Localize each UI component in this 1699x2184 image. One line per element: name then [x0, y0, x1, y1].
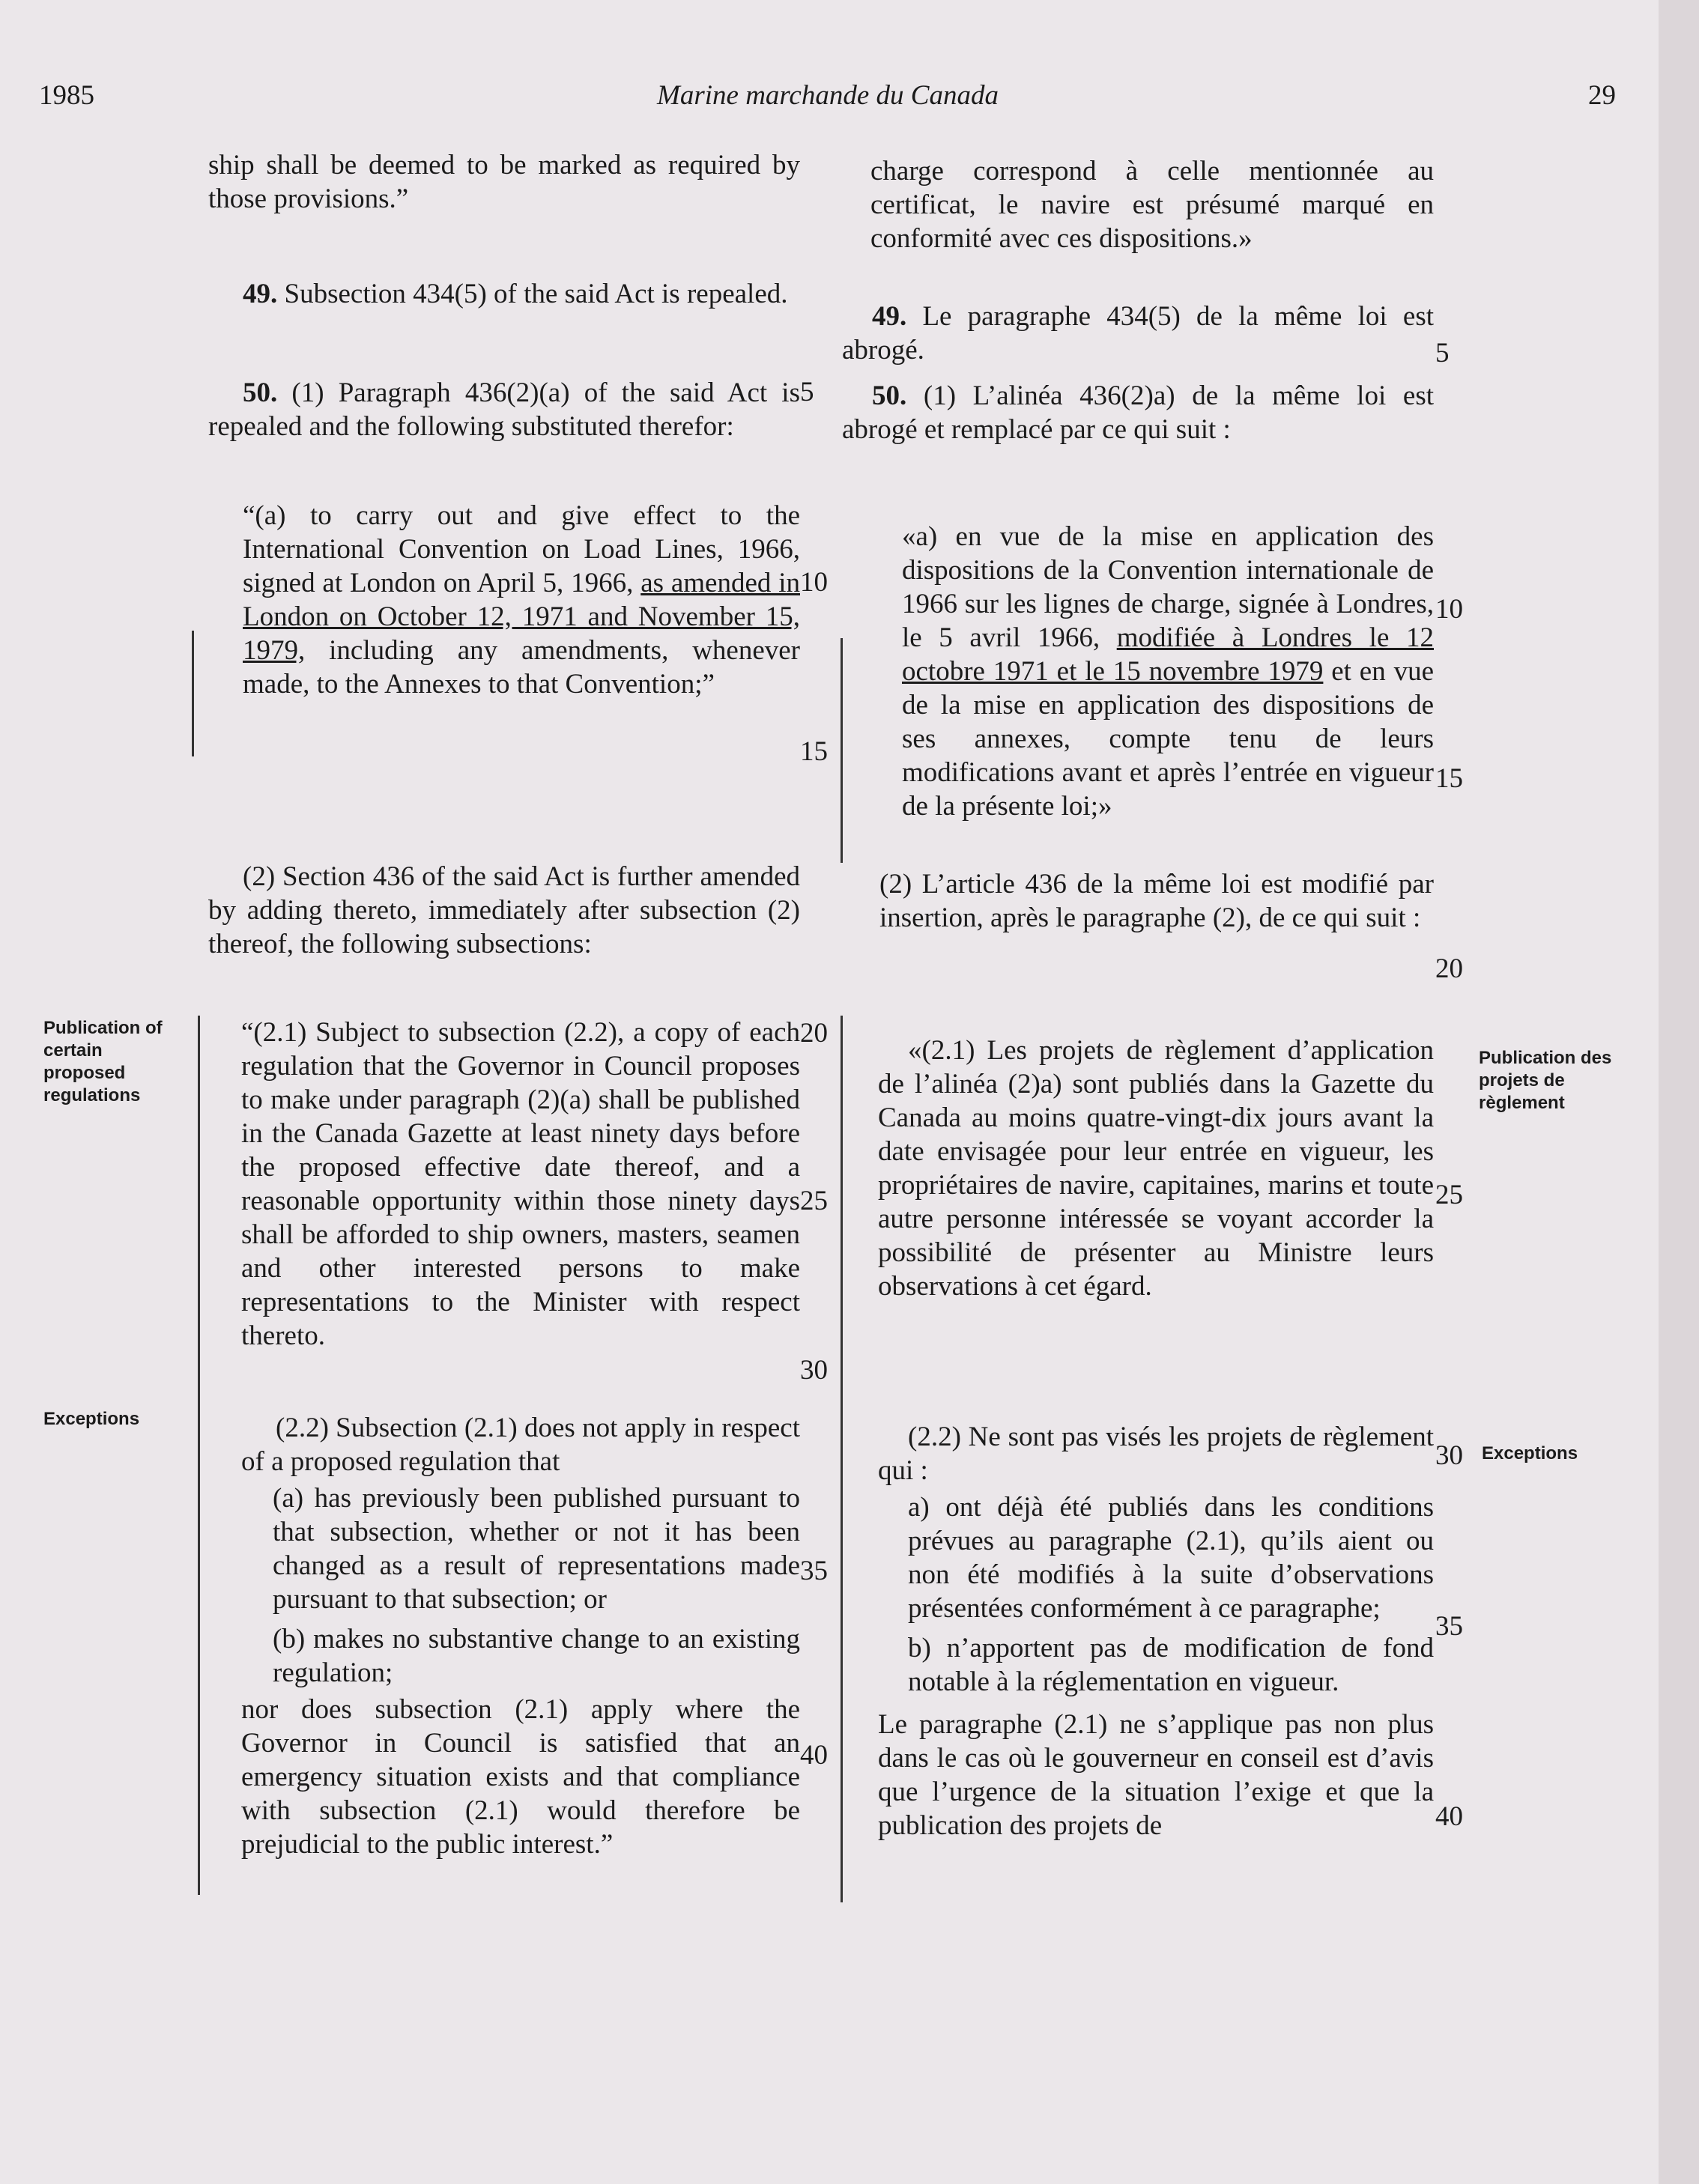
- fr-line-number-20: 20: [1435, 953, 1463, 984]
- fr-section-49: [842, 300, 1434, 367]
- en-section-49: [208, 277, 800, 311]
- fr-quote-a-post: et en vue de la mise en application des dispositions de ses annexes, compte tenu de leurs modifications avant et après l’entrée en vigueur de la présente loi;»: [902, 656, 1435, 822]
- fr-quote-a-pre: «a) en vue de la mise en application des dispositions de la Convention internationale de 1966 sur les lignes de charge, signée à Londres, le 5 avril 1966,: [902, 521, 1434, 653]
- en-quote-a-amendment: as amended in London on October 12, 1971 and November 15, 1979,: [243, 568, 800, 666]
- en-section-50: [208, 376, 800, 443]
- fr-change-bar-2: [841, 1016, 843, 1902]
- fr-line-number-10: 10: [1435, 594, 1463, 625]
- fr-line-number-40: 40: [1435, 1801, 1463, 1832]
- header-year: 1985: [39, 80, 94, 111]
- en-margin-note-exceptions: Exceptions: [43, 1409, 140, 1429]
- fr-subsection-2-2: [878, 1420, 1434, 1842]
- en-line-number-10: 10: [800, 567, 828, 598]
- en-subsection-2-2-text: (2.2) Subsection (2.1) does not apply in respect of a proposed regulation that: [241, 1413, 800, 1477]
- en-subsection-2-2-b: (b) makes no substantive change to an existing regulation;: [273, 1624, 800, 1688]
- page-number: 29: [1588, 80, 1616, 111]
- en-subsection-2-2-closing: nor does subsection (2.1) apply where the Governor in Council is satisfied that an emergency situation exists and that compliance with subsection (2.1) would therefore be prejudicial to the public interest.”: [241, 1694, 800, 1860]
- en-section-50-2: [208, 860, 800, 961]
- en-line-number-15: 15: [800, 736, 828, 767]
- en-line-number-20: 20: [800, 1018, 828, 1049]
- fr-margin-note-exceptions: Exceptions: [1482, 1443, 1578, 1463]
- en-line-number-25: 25: [800, 1186, 828, 1216]
- fr-section-49-text: Le paragraphe 434(5) de la même loi est abrogé.: [842, 301, 1434, 365]
- fr-line-number-30: 30: [1435, 1440, 1463, 1471]
- fr-line-number-5: 5: [1435, 338, 1450, 368]
- en-subsection-2-2-a: (a) has previously been published pursuant to that subsection, whether or not it has been changed as a result of representations made pursuant to that subsection; or: [273, 1483, 800, 1615]
- en-section-49-number: 49.: [243, 279, 278, 309]
- en-section-50-number: 50.: [243, 377, 278, 408]
- fr-paragraph-continuation: charge correspond à celle mentionnée au certificat, le navire est présumé marqué en conformité avec ces dispositions.»: [870, 156, 1434, 254]
- fr-section-49-number: 49.: [872, 301, 907, 332]
- en-line-number-30: 30: [800, 1355, 828, 1386]
- en-line-number-5: 5: [800, 377, 814, 407]
- fr-change-bar-1: [841, 638, 843, 863]
- fr-subsection-2-1: [878, 1034, 1434, 1303]
- fr-line-number-15: 15: [1435, 763, 1463, 794]
- fr-section-50-2: [879, 867, 1434, 935]
- fr-margin-note-publication: Publication des projets de règlement: [1479, 1048, 1612, 1113]
- en-section-50-text: (1) Paragraph 436(2)(a) of the said Act is repealed and the following substituted therefor:: [208, 377, 800, 442]
- en-change-bar-2: [198, 1016, 200, 1895]
- en-subsection-2-1-text: “(2.1) Subject to subsection (2.2), a copy of each regulation that the Governor in Council proposes to make under paragraph (2)(a) shall be published in the Canada Gazette at least ninety days before the proposed effective date thereof, and a reasonable opportunity within those ninety days shall be afforded to ship owners, masters, seamen and other interested persons to make representations to the Minister with respect thereto.: [241, 1017, 800, 1351]
- fr-subsection-2-2-closing: Le paragraphe (2.1) ne s’applique pas non plus dans le cas où le gouverneur en conseil est d’avis que l’urgence de la situation l’exige et que la publication des projets de: [878, 1709, 1434, 1841]
- fr-continuation: [870, 154, 1434, 255]
- page-edge-shadow: [1659, 0, 1699, 2184]
- en-change-bar-1: [192, 631, 194, 756]
- en-quote-a-post: including any amendments, whenever made, to the Annexes to that Convention;”: [243, 635, 800, 700]
- en-subsection-2-2: [241, 1411, 800, 1861]
- en-line-number-35: 35: [800, 1556, 828, 1586]
- en-subsection-2-text: (2) Section 436 of the said Act is further amended by adding thereto, immediately after subsection (2) thereof, the following subsections:: [208, 861, 800, 959]
- fr-section-50-text: (1) L’alinéa 436(2)a) de la même loi est abrogé et remplacé par ce qui suit :: [842, 380, 1434, 445]
- en-section-49-text: Subsection 434(5) of the said Act is repealed.: [277, 279, 788, 309]
- en-paragraph-continuation: ship shall be deemed to be marked as required by those provisions.”: [208, 150, 800, 214]
- fr-quote-a-amendment: modifiée à Londres le 12 octobre 1971 et le 15 novembre 1979: [902, 622, 1434, 687]
- en-quote-a-pre: “(a) to carry out and give effect to the International Convention on Load Lines, 1966, signed at London on April 5, 1966,: [243, 500, 800, 598]
- fr-subsection-2-2-b: b) n’apportent pas de modification de fond notable à la réglementation en vigueur.: [908, 1633, 1434, 1697]
- fr-section-50: [842, 379, 1434, 446]
- fr-section-50-number: 50.: [872, 380, 907, 411]
- fr-line-number-25: 25: [1435, 1180, 1463, 1210]
- fr-subsection-2-text: (2) L’article 436 de la même loi est modifié par insertion, après le paragraphe (2), de ce qui suit :: [879, 869, 1434, 933]
- en-subsection-2-1: [241, 1016, 800, 1353]
- en-continuation: [208, 148, 800, 216]
- en-margin-note-publication: Publication of certain proposed regulations: [43, 1018, 163, 1105]
- en-quote-paragraph-a: [208, 499, 800, 701]
- en-line-number-40: 40: [800, 1740, 828, 1771]
- fr-line-number-35: 35: [1435, 1611, 1463, 1642]
- fr-subsection-2-1-text: «(2.1) Les projets de règlement d’application de l’alinéa (2)a) sont publiés dans la Gazette du Canada au moins quatre-vingt-dix jours avant la date envisagée pour leur entrée en vigueur, les propriétaires de navire, capitaines, marins et toute autre personne intéressée se voyant accorder la possibilité de présenter au Ministre leurs observations à cet égard.: [878, 1035, 1434, 1302]
- fr-quote-alinea-a: [842, 520, 1434, 823]
- fr-subsection-2-2-a: a) ont déjà été publiés dans les conditions prévues au paragraphe (2.1), qu’ils aient ou non été modifiés à la suite d’observations présentées conformément à ce paragraphe;: [908, 1492, 1434, 1624]
- running-title: Marine marchande du Canada: [657, 80, 999, 111]
- fr-subsection-2-2-text: (2.2) Ne sont pas visés les projets de règlement qui :: [878, 1422, 1434, 1486]
